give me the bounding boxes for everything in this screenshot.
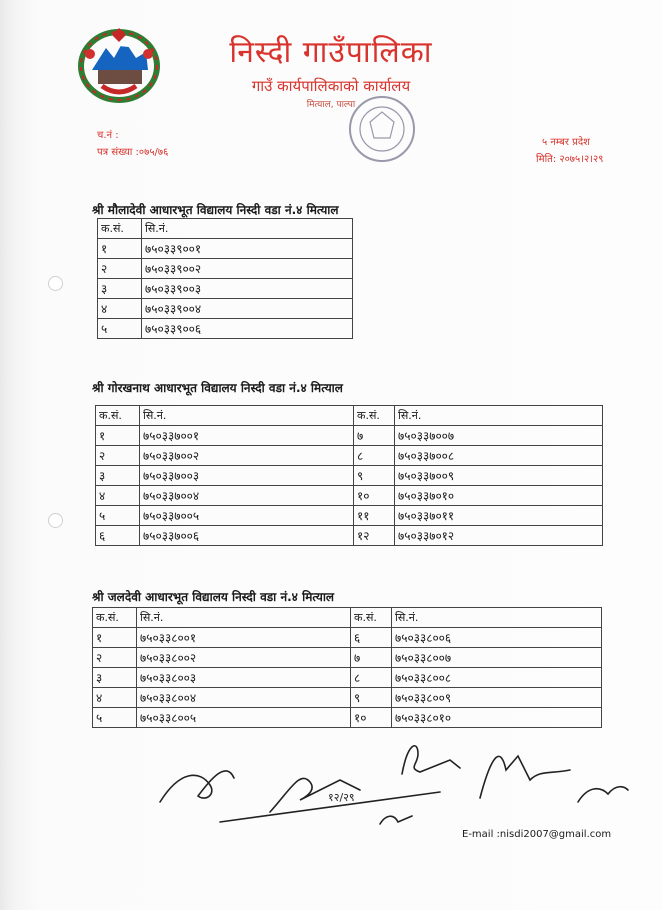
table-row	[96, 526, 603, 546]
symbol-number-cell: ७५०३३८००९	[392, 688, 602, 708]
symbol-number-cell: ७५०३३७००८	[395, 446, 603, 466]
table-row	[93, 628, 602, 648]
serial-number-cell: २	[93, 648, 137, 668]
serial-number-cell: ८	[354, 446, 395, 466]
reference-number-label: च.नं :	[97, 130, 119, 141]
symbol-number-cell: ७५०३३९००४	[142, 299, 353, 319]
table-row	[96, 506, 603, 526]
symbol-number-cell: ७५०३३७००७	[395, 426, 603, 446]
symbol-number-cell: ७५०३३८००८	[392, 668, 602, 688]
table-row	[93, 688, 602, 708]
office-stamp	[336, 94, 428, 164]
signature	[578, 787, 628, 802]
table-row	[93, 708, 602, 728]
signature	[380, 816, 412, 824]
serial-number-cell: ७	[354, 426, 395, 446]
symbol-number-table	[95, 405, 603, 546]
serial-number-cell: ५	[98, 319, 142, 339]
table-row	[96, 486, 603, 506]
serial-number-cell: ७	[351, 648, 392, 668]
symbol-number-cell: ७५०३३७००५	[140, 506, 354, 526]
column-header-symbol: सि.नं.	[142, 219, 353, 239]
signatures-area	[150, 730, 630, 840]
serial-number-cell: ५	[93, 708, 137, 728]
serial-number-cell: २	[96, 446, 140, 466]
signature	[480, 756, 570, 798]
column-header-serial: क.सं.	[351, 608, 392, 628]
column-header-symbol: सि.नं.	[140, 406, 354, 426]
signature	[402, 746, 460, 774]
office-location: मित्याल, पाल्पा	[306, 100, 356, 110]
symbol-number-cell: ७५०३३८००६	[392, 628, 602, 648]
serial-number-cell: ९	[354, 466, 395, 486]
municipality-title: निस्दी गाउँपालिका	[229, 35, 433, 70]
table-row	[96, 446, 603, 466]
serial-number-cell: १	[93, 628, 137, 648]
symbol-number-cell: ७५०३३७०१०	[395, 486, 603, 506]
symbol-number-cell: ७५०३३८००२	[137, 648, 351, 668]
symbol-number-cell: ७५०३३९००६	[142, 319, 353, 339]
serial-number-cell: ८	[351, 668, 392, 688]
symbol-number-cell: ७५०३३९००१	[142, 239, 353, 259]
letter-number: पत्र संख्या :०७५/७६	[97, 147, 169, 158]
table-row	[98, 239, 353, 259]
serial-number-cell: १	[98, 239, 142, 259]
table-header-row	[96, 406, 603, 426]
symbol-number-cell: ७५०३३८००१	[137, 628, 351, 648]
serial-number-cell: १२	[354, 526, 395, 546]
serial-number-cell: २	[98, 259, 142, 279]
symbol-number-cell: ७५०३३७००२	[140, 446, 354, 466]
serial-number-cell: ६	[351, 628, 392, 648]
table-header-row	[93, 608, 602, 628]
serial-number-cell: १०	[351, 708, 392, 728]
serial-number-cell: ४	[96, 486, 140, 506]
school-heading: श्री गोरखनाथ आधारभूत विद्यालय निस्दी वडा नं.४ मित्याल	[92, 381, 343, 395]
office-subtitle: गाउँ कार्यपालिकाको कार्यालय	[251, 77, 411, 95]
serial-number-cell: ४	[98, 299, 142, 319]
symbol-number-cell: ७५०३३८००४	[137, 688, 351, 708]
symbol-number-cell: ७५०३३७०११	[395, 506, 603, 526]
signature	[160, 771, 234, 802]
table-header-row	[98, 219, 353, 239]
serial-number-cell: ३	[96, 466, 140, 486]
signature-date: १२/२९	[328, 791, 355, 804]
email-footer: E-mail :nisdi2007@gmail.com	[462, 829, 612, 840]
table-row	[98, 319, 353, 339]
table-row	[93, 668, 602, 688]
serial-number-cell: ५	[96, 506, 140, 526]
serial-number-cell: ३	[98, 279, 142, 299]
column-header-symbol: सि.नं.	[392, 608, 602, 628]
column-header-symbol: सि.नं.	[137, 608, 351, 628]
table-row	[93, 648, 602, 668]
table-row	[98, 299, 353, 319]
punch-hole	[48, 276, 63, 291]
letter-date: मिति: २०७५।२।२९	[536, 154, 604, 165]
serial-number-cell: ३	[93, 668, 137, 688]
school-heading: श्री मौलादेवी आधारभूत विद्यालय निस्दी वडा नं.४ मित्याल	[92, 203, 339, 217]
table-row	[98, 279, 353, 299]
symbol-number-cell: ७५०३३७००६	[140, 526, 354, 546]
table-row	[96, 426, 603, 446]
symbol-number-cell: ७५०३३९००२	[142, 259, 353, 279]
table-row	[98, 259, 353, 279]
column-header-serial: क.सं.	[96, 406, 140, 426]
symbol-number-cell: ७५०३३९००३	[142, 279, 353, 299]
province-label: ५ नम्बर प्रदेश	[542, 137, 590, 148]
symbol-number-cell: ७५०३३७००९	[395, 466, 603, 486]
column-header-serial: क.सं.	[98, 219, 142, 239]
column-header-serial: क.सं.	[354, 406, 395, 426]
symbol-number-cell: ७५०३३८००७	[392, 648, 602, 668]
symbol-number-cell: ७५०३३८००५	[137, 708, 351, 728]
serial-number-cell: ११	[354, 506, 395, 526]
serial-number-cell: ४	[93, 688, 137, 708]
symbol-number-table	[92, 607, 602, 728]
symbol-number-cell: ७५०३३८०१०	[392, 708, 602, 728]
symbol-number-cell: ७५०३३८००३	[137, 668, 351, 688]
serial-number-cell: १	[96, 426, 140, 446]
punch-hole	[48, 513, 63, 528]
serial-number-cell: १०	[354, 486, 395, 506]
school-heading: श्री जलदेवी आधारभूत विद्यालय निस्दी वडा नं.४ मित्याल	[92, 590, 335, 604]
table-row	[96, 466, 603, 486]
symbol-number-table	[97, 218, 353, 339]
column-header-serial: क.सं.	[93, 608, 137, 628]
symbol-number-cell: ७५०३३७००४	[140, 486, 354, 506]
symbol-number-cell: ७५०३३७०१२	[395, 526, 603, 546]
symbol-number-cell: ७५०३३७००३	[140, 466, 354, 486]
column-header-symbol: सि.नं.	[395, 406, 603, 426]
symbol-number-cell: ७५०३३७००१	[140, 426, 354, 446]
serial-number-cell: ९	[351, 688, 392, 708]
serial-number-cell: ६	[96, 526, 140, 546]
